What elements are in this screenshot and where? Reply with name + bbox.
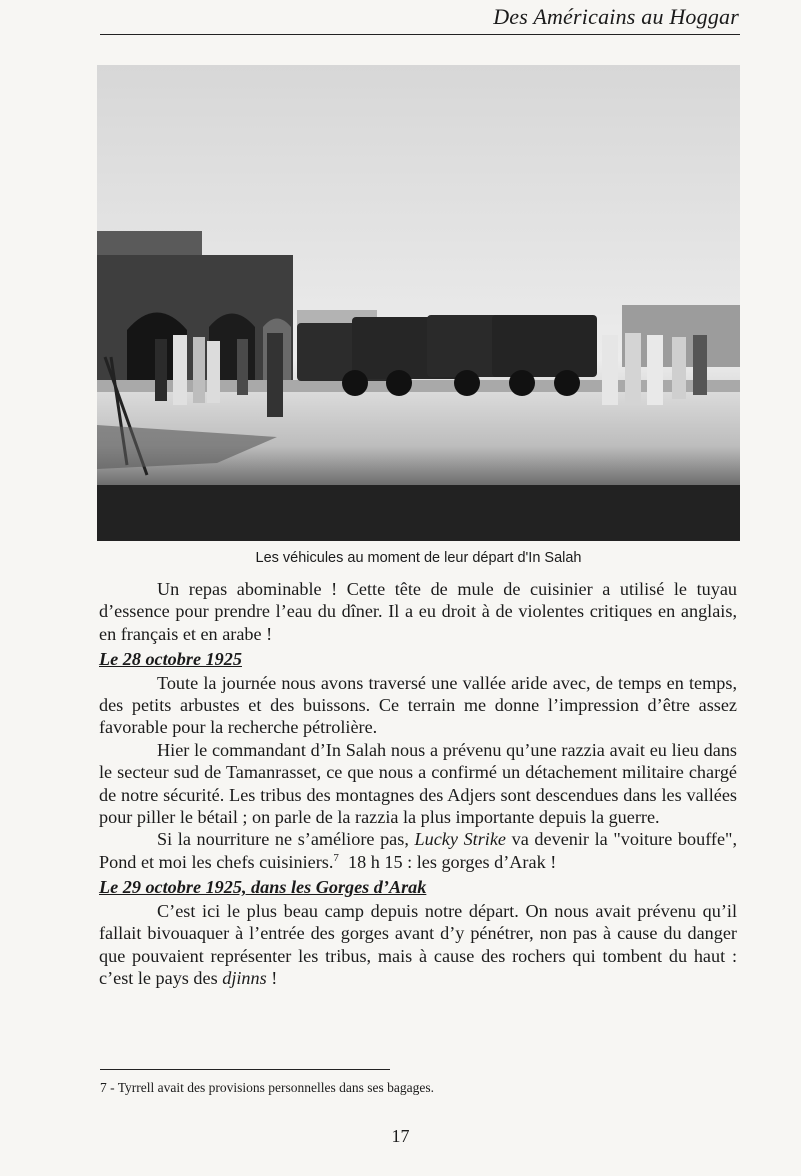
paragraph: Toute la journée nous avons traversé une vallée aride avec, de temps en temps, des petits arbustes et des buissons. Ce terrain me donne l’impression d’être assez favorable pour la recherche pétrolière. bbox=[99, 672, 737, 738]
figure-caption: Les véhicules au moment de leur départ d'In Salah bbox=[255, 550, 582, 566]
paragraph bbox=[99, 828, 737, 873]
photo-vehicles-in-salah bbox=[97, 65, 740, 541]
paragraph bbox=[99, 900, 737, 990]
main-text bbox=[99, 578, 737, 989]
vehicle-name: Lucky Strike bbox=[414, 829, 506, 850]
paragraph: Un repas abominable ! Cette tête de mule de cuisinier a utilisé le tuyau d’essence pour prendre l’eau du dîner. Il a eu droit à de violentes critiques en anglais, en français et en arabe ! bbox=[99, 579, 737, 644]
text-run: va devenir la "voiture bouffe", Pond et moi les chefs cuisiniers. bbox=[99, 829, 738, 872]
text-run: ! bbox=[271, 967, 278, 988]
italic-term: djinns bbox=[222, 967, 267, 988]
header-rule bbox=[100, 34, 740, 35]
text-run: C’est ici le plus beau camp depuis notre départ. On nous avait prévenu qu’il fallait bivouaquer à l’entrée des gorges avant d’y pénétrer, non pas à cause du danger que pouvaient représenter les tribus, mais à cause des rochers qui tombent du haut : c’est le pays des bbox=[99, 900, 737, 988]
page-number: 17 bbox=[391, 1126, 410, 1146]
text-run: Si la nourriture ne s’améliore pas, bbox=[157, 829, 409, 850]
diary-date-heading: Le 28 octobre 1925 bbox=[99, 649, 242, 670]
diary-date-heading: Le 29 octobre 1925, dans les Gorges d’Arak bbox=[99, 877, 427, 898]
paragraph: Hier le commandant d’In Salah nous a prévenu qu’une razzia avait eu lieu dans le secteur sud de Tamanrasset, ce que nous a confirmé un détachement militaire chargé de notre sécurité. Les tribus des montagnes des Adjers sont descendues dans les vallées pour piller le bétail ; on parle de la razzia la plus importante depuis la guerre. bbox=[99, 739, 737, 828]
footnote-reference: 7 bbox=[333, 851, 339, 864]
running-title: Des Américains au Hoggar bbox=[493, 4, 739, 29]
photo-illustration bbox=[97, 65, 740, 541]
footnote: 7 - Tyrrell avait des provisions personnelles dans ses bagages. bbox=[100, 1080, 434, 1095]
text-run: 18 h 15 : les gorges d’Arak ! bbox=[347, 851, 557, 872]
footnote-rule bbox=[100, 1069, 390, 1070]
